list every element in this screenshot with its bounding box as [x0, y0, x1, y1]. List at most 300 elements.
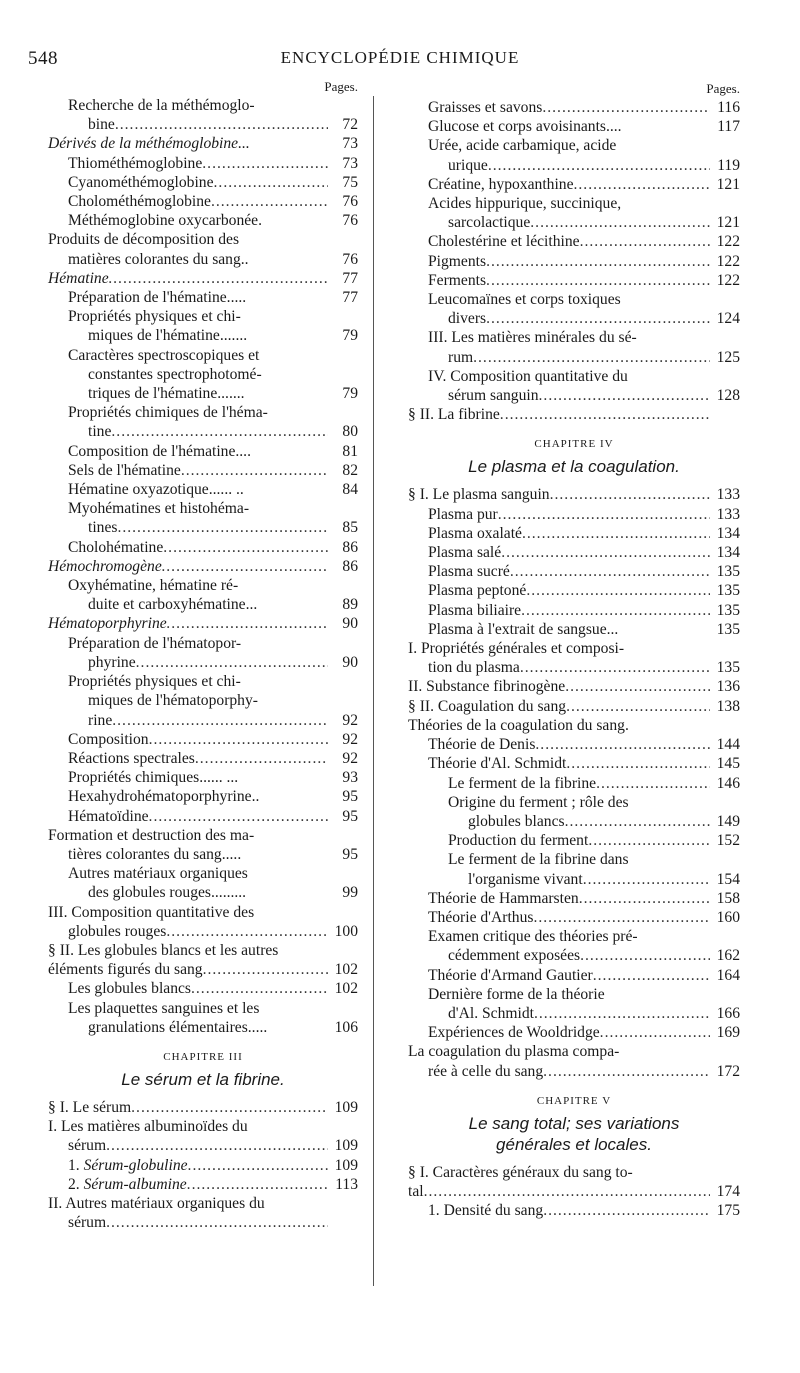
- toc-list: [48, 96, 358, 1037]
- toc-entry-line: [68, 883, 358, 902]
- toc-page-number: 82: [342, 461, 358, 479]
- toc-page-number: 77: [342, 289, 358, 307]
- toc-page-number: 90: [342, 615, 358, 633]
- toc-entry-text: Les globules blancs: [68, 980, 191, 998]
- toc-page-number: 134: [716, 524, 740, 542]
- toc-entry: [48, 96, 358, 134]
- toc-entry-line: [68, 1018, 358, 1037]
- toc-entry: [48, 1156, 358, 1175]
- toc-entry-text: Méthémoglobine oxycarbonée.: [68, 212, 262, 230]
- toc-page-number: 133: [716, 486, 740, 504]
- toc-entry-line: [68, 480, 358, 499]
- toc-entry: [408, 524, 740, 543]
- page-header: [0, 48, 800, 74]
- toc-entry-text: tières colorantes du sang.....: [68, 845, 242, 863]
- toc-page-number: 119: [717, 156, 740, 174]
- toc-entry-line: [428, 601, 740, 620]
- toc-entry: [48, 173, 358, 192]
- dot-leader: [550, 485, 710, 504]
- toc-entry: [48, 461, 358, 480]
- toc-entry-line: [448, 831, 740, 850]
- toc-entry-line: [68, 711, 358, 730]
- toc-entry: [408, 328, 740, 366]
- toc-entry: [408, 194, 740, 232]
- dot-leader: [566, 754, 710, 773]
- toc-entry-line: [68, 115, 358, 134]
- toc-entry: [408, 639, 740, 677]
- dot-leader: [195, 749, 328, 768]
- dot-leader: [106, 1136, 328, 1155]
- toc-entry: [48, 211, 358, 230]
- toc-entry-text: Théories de la coagulation du sang.: [408, 716, 629, 734]
- toc-entry-line: [428, 927, 740, 946]
- toc-entry-line: [68, 307, 358, 326]
- dot-leader: [162, 557, 328, 576]
- toc-entry-text: globules rouges: [68, 922, 167, 940]
- toc-entry-text: Préparation de l'hématine.....: [68, 289, 247, 307]
- toc-entry-line: [428, 194, 740, 213]
- toc-entry-line: [48, 250, 358, 269]
- toc-entry-text: 1. Densité du sang: [428, 1202, 544, 1220]
- toc-entry: [408, 966, 740, 985]
- toc-entry: [408, 1023, 740, 1042]
- toc-page-number: 100: [334, 922, 358, 940]
- toc-page-number: 135: [716, 601, 740, 619]
- dot-leader: [488, 156, 710, 175]
- toc-page-number: 149: [716, 812, 740, 830]
- toc-entry-line: [68, 979, 358, 998]
- toc-page-number: 72: [342, 116, 358, 134]
- toc-entry: [48, 346, 358, 404]
- toc-entry-line: [68, 499, 358, 518]
- toc-page-number: 135: [716, 659, 740, 677]
- toc-entry-text: tal: [408, 1182, 424, 1200]
- chapter-title: [408, 1113, 740, 1155]
- toc-entry-text: miques de l'hématoporphy-: [88, 692, 258, 710]
- toc-entry-line: [408, 405, 740, 424]
- toc-entry-text: Production du ferment: [448, 832, 589, 850]
- dot-leader: [500, 405, 710, 424]
- toc-entry: [48, 672, 358, 730]
- toc-page-number: 152: [716, 832, 740, 850]
- toc-entry-text: II. Autres matériaux organiques du: [48, 1194, 265, 1212]
- toc-entry-text: Ferments: [428, 271, 487, 289]
- toc-entry-line: [428, 213, 740, 232]
- toc-entry-line: [428, 309, 740, 328]
- toc-entry-text: Cholohématine: [68, 538, 164, 556]
- toc-entry-text: IV. Composition quantitative du: [428, 367, 628, 385]
- toc-entry: [408, 601, 740, 620]
- dot-leader: [166, 922, 328, 941]
- toc-page-number: 76: [342, 193, 358, 211]
- toc-entry: [408, 232, 740, 251]
- dot-leader: [566, 697, 710, 716]
- toc-entry-text: Le ferment de la fibrine: [448, 774, 597, 792]
- toc-list: [48, 1098, 358, 1232]
- toc-entry: [48, 787, 358, 806]
- toc-entry-line: [428, 889, 740, 908]
- chapter-label: CHAPITRE III: [163, 1050, 243, 1063]
- toc-entry-line: [68, 173, 358, 192]
- right-column: [408, 78, 740, 1220]
- toc-entry-line: [68, 192, 358, 211]
- toc-entry-text: Réactions spectrales: [68, 749, 195, 767]
- toc-entry-text: I. Propriétés générales et composi-: [408, 640, 625, 658]
- toc-entry: [408, 677, 740, 696]
- toc-entry: [408, 716, 740, 735]
- toc-entry-text: Urée, acide carbamique, acide: [428, 137, 617, 155]
- toc-entry-line: [408, 697, 740, 716]
- dot-leader: [565, 812, 710, 831]
- toc-entry-text: Graisses et savons: [428, 99, 543, 116]
- dot-leader: [535, 735, 710, 754]
- toc-entry-line: [68, 1175, 358, 1194]
- toc-entry-line: [428, 505, 740, 524]
- dot-leader: [588, 831, 710, 850]
- dot-leader: [486, 252, 710, 271]
- toc-entry: [48, 230, 358, 268]
- toc-page-number: 93: [342, 769, 358, 787]
- toc-entry-line: [48, 845, 358, 864]
- chapter-title-line: Le plasma et la coagulation.: [468, 457, 680, 477]
- toc-entry-text: Dernière forme de la théorie: [428, 985, 605, 1003]
- toc-entry-line: [428, 966, 740, 985]
- toc-entry-line: [48, 269, 358, 288]
- toc-page-number: 102: [334, 961, 358, 979]
- toc-entry-text: tines: [88, 519, 118, 537]
- toc-entry-line: [68, 634, 358, 653]
- toc-entry-text: III. Composition quantitative des: [48, 903, 255, 921]
- chapter-title: [408, 456, 740, 477]
- toc-entry-line: [428, 252, 740, 271]
- toc-entry: [48, 480, 358, 499]
- toc-entry-line: [408, 716, 740, 735]
- toc-entry-line: [408, 658, 740, 677]
- toc-entry-line: [428, 620, 740, 639]
- dot-leader: [543, 1062, 710, 1081]
- toc-entry-line: [48, 557, 358, 576]
- dot-leader: [501, 543, 710, 562]
- toc-entry: [48, 807, 358, 826]
- toc-page-number: 75: [342, 173, 358, 191]
- dot-leader: [181, 461, 328, 480]
- dot-leader: [214, 173, 328, 192]
- toc-entry: [408, 252, 740, 271]
- toc-entry-text: Origine du ferment ; rôle des: [448, 793, 629, 811]
- toc-page-number: 162: [716, 947, 740, 965]
- toc-entry: [408, 117, 740, 136]
- dot-leader: [149, 807, 328, 826]
- toc-entry-text: Plasma sucré: [428, 563, 510, 581]
- toc-entry-text: Propriétés physiques et chi-: [68, 673, 241, 691]
- toc-entry-line: [428, 232, 740, 251]
- toc-entry-text: § I. Le plasma sanguin: [408, 486, 550, 504]
- toc-entry-text: l'organisme vivant: [468, 870, 583, 888]
- dot-leader: [112, 711, 328, 730]
- toc-entry-text: sérum: [68, 1137, 107, 1155]
- dot-leader: [596, 774, 710, 793]
- toc-entry: [48, 768, 358, 787]
- toc-entry: [48, 134, 358, 153]
- toc-entry-line: [428, 1004, 740, 1023]
- toc-page-number: 133: [716, 505, 740, 523]
- toc-entry-line: [408, 1062, 740, 1081]
- toc-page-number: 109: [334, 1098, 358, 1116]
- toc-entry-text: Leucomaïnes et corps toxiques: [428, 291, 621, 309]
- toc-entry-text: Pigments: [428, 252, 487, 270]
- dot-leader: [117, 518, 328, 537]
- toc-entry-text: § I. Le sérum: [48, 1098, 132, 1116]
- toc-page-number: 90: [342, 653, 358, 671]
- toc-entry-text: rine: [88, 711, 113, 729]
- toc-page-number: 117: [717, 118, 740, 136]
- toc-page-number: 84: [342, 481, 358, 499]
- toc-entry-line: [48, 614, 358, 633]
- toc-entry: [408, 735, 740, 754]
- toc-entry-line: [48, 134, 358, 153]
- toc-entry-line: [428, 117, 740, 136]
- toc-entry: [48, 269, 358, 288]
- toc-entry-text: tion du plasma: [428, 659, 520, 677]
- chapter-title: [48, 1069, 358, 1090]
- toc-entry-text: Théorie d'Armand Gautier: [428, 966, 593, 984]
- toc-entry: [408, 405, 740, 424]
- toc-entry: [48, 999, 358, 1037]
- dot-leader: [202, 154, 328, 173]
- toc-entry-line: [68, 595, 358, 614]
- toc-page-number: 92: [342, 730, 358, 748]
- toc-entry-line: [48, 1213, 358, 1232]
- toc-entry-line: [428, 271, 740, 290]
- toc-entry-line: [428, 581, 740, 600]
- toc-entry: [408, 697, 740, 716]
- toc-entry-text: Composition: [68, 730, 149, 748]
- toc-entry: [408, 175, 740, 194]
- toc-entry-text: Examen critique des théories pré-: [428, 928, 638, 946]
- toc-page-number: 164: [716, 966, 740, 984]
- toc-page-number: 86: [342, 538, 358, 556]
- toc-entry: [48, 730, 358, 749]
- toc-entry-line: [48, 903, 358, 922]
- toc-entry: [408, 908, 740, 927]
- toc-entry-text: Plasma pur: [428, 505, 498, 523]
- toc-entry-line: [68, 96, 358, 115]
- toc-page-number: 145: [716, 755, 740, 773]
- toc-entry-line: [408, 1182, 740, 1201]
- toc-entry-line: [68, 442, 358, 461]
- toc-entry-line: [68, 768, 358, 787]
- toc-entry-text: § II. Coagulation du sang: [408, 697, 567, 715]
- toc-entry-text: I. Les matières albuminoïdes du: [48, 1118, 248, 1136]
- toc-page-number: 175: [716, 1202, 740, 1220]
- toc-page-number: 122: [716, 233, 740, 251]
- toc-entry: [408, 889, 740, 908]
- toc-entry-line: [428, 524, 740, 543]
- dot-leader: [486, 271, 710, 290]
- toc-entry-text: Plasma peptoné: [428, 582, 527, 600]
- toc-entry: [48, 941, 358, 979]
- toc-entry-text: Le ferment de la fibrine dans: [448, 851, 629, 869]
- toc-entry: [48, 749, 358, 768]
- toc-entry-text: divers: [448, 310, 487, 328]
- toc-entry-text: Cholométhémoglobine: [68, 193, 211, 211]
- toc-entry: [408, 754, 740, 773]
- toc-page-number: 73: [342, 135, 358, 153]
- toc-page-number: 79: [342, 385, 358, 403]
- dot-leader: [163, 538, 328, 557]
- toc-entry: [48, 1117, 358, 1155]
- toc-entry-line: [68, 787, 358, 806]
- toc-entry: [408, 543, 740, 562]
- toc-entry-line: [48, 1194, 358, 1213]
- dot-leader: [486, 309, 710, 328]
- toc-entry: [48, 1098, 358, 1117]
- dot-leader: [424, 1182, 710, 1201]
- toc-entry-text: Formation et destruction des ma-: [48, 826, 255, 844]
- toc-entry: [408, 290, 740, 328]
- toc-entry-text: Hématoporphyrine: [48, 615, 167, 633]
- toc-entry-text: constantes spectrophotomé-: [88, 365, 262, 383]
- toc-entry-text: Hexahydrohématoporphyrine..: [68, 788, 260, 806]
- toc-entry-text: Caractères spectroscopiques et: [68, 346, 260, 364]
- toc-entry-line: [448, 774, 740, 793]
- dot-leader: [473, 348, 710, 367]
- toc-entry-line: [68, 326, 358, 345]
- dot-leader: [543, 1201, 710, 1220]
- toc-page-number: 136: [716, 678, 740, 696]
- toc-entry-line: [448, 850, 740, 869]
- chapter-title-line: générales et locales.: [496, 1134, 652, 1154]
- toc-entry-text: 1. Sérum-globuline: [68, 1156, 188, 1174]
- toc-entry-line: [68, 999, 358, 1018]
- toc-entry-text: Propriétés chimiques de l'héma-: [68, 404, 268, 422]
- toc-page-number: 121: [716, 175, 740, 193]
- dot-leader: [521, 601, 710, 620]
- toc-entry: [408, 1201, 740, 1220]
- toc-entry: [48, 576, 358, 614]
- dot-leader: [149, 730, 328, 749]
- toc-page-number: 76: [342, 250, 358, 268]
- toc-entry-line: [68, 730, 358, 749]
- toc-entry-text: Produits de décomposition des: [48, 231, 240, 249]
- dot-leader: [203, 960, 328, 979]
- toc-entry-line: [68, 422, 358, 441]
- toc-entry: [48, 634, 358, 672]
- toc-entry-text: Dérivés de la méthémoglobine...: [48, 135, 250, 153]
- toc-entry-line: [428, 386, 740, 405]
- toc-entry-line: [48, 230, 358, 249]
- dot-leader: [115, 115, 328, 134]
- toc-entry-line: [68, 576, 358, 595]
- toc-entry-line: [48, 922, 358, 941]
- dot-leader: [539, 386, 710, 405]
- toc-entry-text: II. Substance fibrinogène: [408, 678, 566, 696]
- toc-entry-line: [408, 485, 740, 504]
- dot-leader: [530, 213, 710, 232]
- toc-entry-line: [68, 288, 358, 307]
- toc-entry-text: Cyanométhémoglobine: [68, 173, 214, 191]
- dot-leader: [520, 658, 710, 677]
- dot-leader: [191, 979, 328, 998]
- toc-entry-text: Sels de l'hématine: [68, 461, 181, 479]
- toc-entry: [408, 774, 740, 793]
- toc-entry-line: [428, 156, 740, 175]
- toc-entry: [408, 831, 740, 850]
- toc-page-number: 77: [342, 269, 358, 287]
- toc-entry: [48, 1194, 358, 1232]
- toc-entry-line: [68, 518, 358, 537]
- toc-page-number: 158: [716, 889, 740, 907]
- toc-page-number: 146: [716, 774, 740, 792]
- dot-leader: [187, 1175, 328, 1194]
- toc-entry: [408, 1163, 740, 1201]
- toc-entry-line: [428, 328, 740, 347]
- toc-entry-line: [428, 985, 740, 1004]
- toc-entry-text: bine: [88, 116, 115, 134]
- toc-entry-line: [408, 1042, 740, 1061]
- toc-entry-line: [68, 749, 358, 768]
- toc-page-number: 73: [342, 154, 358, 172]
- dot-leader: [565, 677, 710, 696]
- toc-entry-text: Hémochromogène: [48, 557, 162, 575]
- toc-page-number: 169: [716, 1024, 740, 1042]
- toc-page-number: 81: [342, 442, 358, 460]
- toc-entry: [48, 614, 358, 633]
- toc-page-number: 135: [716, 563, 740, 581]
- toc-page-number: 135: [716, 620, 740, 638]
- toc-page-number: 106: [334, 1018, 358, 1036]
- toc-page-number: 172: [716, 1062, 740, 1080]
- toc-entry-text: Hématine: [48, 269, 109, 287]
- toc-entry-line: [68, 461, 358, 480]
- toc-entry-text: Théorie de Denis: [428, 736, 536, 754]
- toc-entry-line: [428, 908, 740, 927]
- toc-entry-line: [428, 98, 740, 117]
- toc-entry: [48, 442, 358, 461]
- toc-entry: [408, 985, 740, 1023]
- toc-entry: [48, 979, 358, 998]
- toc-entry-line: [48, 1136, 358, 1155]
- toc-page-number: 95: [342, 788, 358, 806]
- toc-entry-line: [68, 384, 358, 403]
- toc-list: [408, 485, 740, 1080]
- dot-leader: [522, 524, 710, 543]
- toc-page-number: 76: [342, 212, 358, 230]
- toc-entry-text: globules blancs: [468, 812, 565, 830]
- dot-leader: [510, 562, 710, 581]
- toc-entry-text: 2. Sérum-albumine: [68, 1175, 187, 1193]
- dot-leader: [574, 175, 711, 194]
- toc-entry-line: [448, 870, 740, 889]
- toc-entry-text: Propriétés chimiques...... ...: [68, 769, 239, 787]
- toc-entry-text: sérum: [68, 1214, 107, 1232]
- chapter-label: CHAPITRE IV: [534, 438, 614, 451]
- toc-page-number: 144: [716, 736, 740, 754]
- column-divider: [373, 96, 374, 1286]
- toc-entry-text: Autres matériaux organiques: [68, 865, 248, 883]
- dot-leader: [167, 614, 328, 633]
- toc-entry-text: § II. La fibrine: [408, 406, 500, 424]
- toc-entry-text: § II. Les globules blancs et les autres: [48, 941, 279, 959]
- toc-page-number: 116: [717, 99, 740, 116]
- toc-entry-text: rée à celle du sang: [428, 1062, 544, 1080]
- toc-entry: [48, 557, 358, 576]
- toc-entry-line: [68, 538, 358, 557]
- toc-page-number: 124: [716, 310, 740, 328]
- toc-entry-text: des globules rouges.........: [88, 884, 247, 902]
- toc-entry-line: [448, 793, 740, 812]
- toc-entry-text: Expériences de Wooldridge: [428, 1024, 600, 1042]
